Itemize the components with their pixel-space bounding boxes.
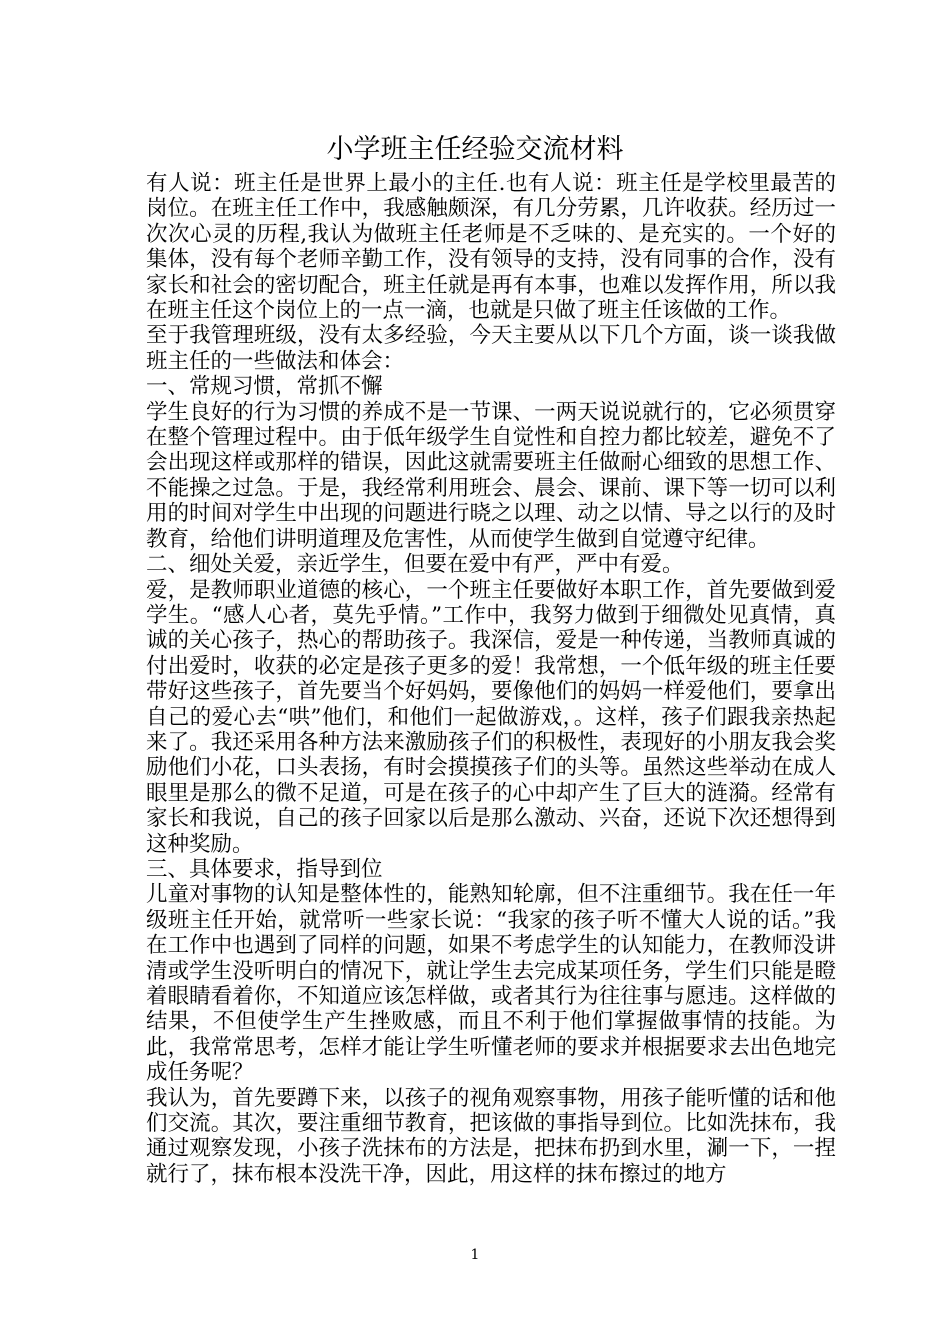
document-title: 小学班主任经验交流材料 [326, 134, 624, 165]
section-3-paragraph: 儿童对事物的认知是整体性的，能熟知轮廓，但不注重细节。我在任一年级班主任开始，就常听一些家长说：“我家的孩子听不懂大人说的话。”我在工作中也遇到了同样的问题，如果不考虑学生的认知能力，在教师没讲清或学生没听明白的情况下，就让学生去完成某项任务，学生们只能是瞪着眼睛看着你，不知道应该怎样做，或者其行为往往事与愿违。这样做的结果，不但使学生产生挫败感，而且不利于他们掌握做事情的技能。为此，我常常思考，怎样才能让学生听懂老师的要求并根据要求去出色地完成任务呢？ [146, 882, 836, 1086]
section-2-paragraph: 爱，是教师职业道德的核心，一个班主任要做好本职工作，首先要做到爱学生。“感人心者，莫先乎情。”工作中，我努力做到于细微处见真情，真诚的关心孩子，热心的帮助孩子。我深信，爱是一种传递，当教师真诚的付出爱时，收获的必定是孩子更多的爱！我常想，一个低年级的班主任要带好这些孩子，首先要当个好妈妈，要像他们的妈妈一样爱他们，要拿出自己的爱心去“哄”他们，和他们一起做游戏，。这样，孩子们跟我亲热起来了。我还采用各种方法来激励孩子们的积极性，表现好的小朋友我会奖励他们小花，口头表扬，有时会摸摸孩子们的头等。虽然这些举动在成人眼里是那么的微不足道，可是在孩子的心中却产生了巨大的涟漪。经常有家长和我说，自己的孩子回家以后是那么激动、兴奋，还说下次还想得到这种奖励。 [146, 577, 836, 857]
section-heading-3: 三、具体要求，指导到位 [146, 856, 383, 882]
section-heading-1: 一、常规习惯，常抓不懈 [146, 374, 383, 400]
document-body [146, 171, 836, 1187]
overview-paragraph: 至于我管理班级，没有太多经验，今天主要从以下几个方面，谈一谈我做班主任的一些做法和体会： [146, 323, 836, 374]
page-number: 1 [470, 1247, 480, 1263]
section-1-paragraph: 学生良好的行为习惯的养成不是一节课、一两天说说就行的，它必须贯穿在整个管理过程中。由于低年级学生自觉性和自控力都比较差，避免不了会出现这样或那样的错误，因此这就需要班主任做耐心细致的思想工作、不能操之过急。于是，我经常利用班会、晨会、课前、课下等一切可以利用的时间对学生中出现的问题进行晓之以理、动之以情、导之以行的及时教育，给他们讲明道理及危害性，从而使学生做到自觉遵守纪律。 [146, 399, 836, 552]
section-3-continued-paragraph: 我认为，首先要蹲下来，以孩子的视角观察事物，用孩子能听懂的话和他们交流。其次，要注重细节教育，把该做的事指导到位。比如洗抹布，我通过观察发现，小孩子洗抹布的方法是，把抹布扔到水里，涮一下，一捏就行了，抹布根本没洗干净，因此，用这样的抹布擦过的地方 [146, 1085, 836, 1187]
section-heading-2: 二、细处关爱，亲近学生，但要在爱中有严，严中有爱。 [146, 552, 684, 578]
intro-paragraph: 有人说：班主任是世界上最小的主任.也有人说：班主任是学校里最苦的岗位。在班主任工作中，我感触颇深，有几分劳累，几许收获。经历过一次次心灵的历程,我认为做班主任老师是不乏味的、是充实的。一个好的集体，没有每个老师辛勤工作，没有领导的支持，没有同事的合作，没有家长和社会的密切配合，班主任就是再有本事，也难以发挥作用，所以我在班主任这个岗位上的一点一滴，也就是只做了班主任该做的工作。 [146, 171, 836, 324]
